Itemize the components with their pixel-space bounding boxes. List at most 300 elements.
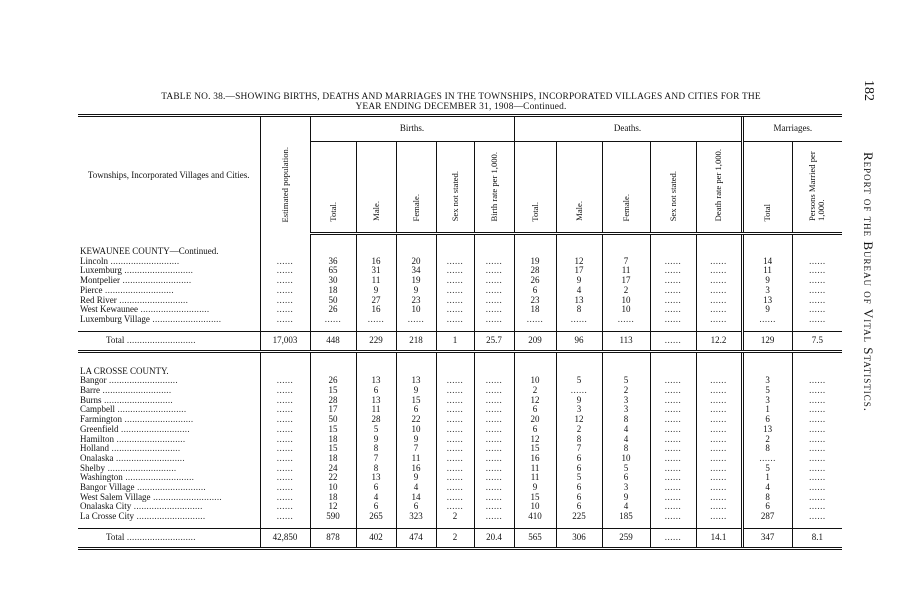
cell-b-total: 26 bbox=[310, 305, 356, 315]
cell-b-total: 26 bbox=[310, 376, 356, 386]
cell-m-rate bbox=[792, 305, 842, 315]
cell-b-ns bbox=[436, 405, 474, 415]
cell-d-ns bbox=[650, 386, 696, 396]
cell-d-ns bbox=[650, 483, 696, 493]
cell-m-total bbox=[742, 454, 792, 464]
cell-b-female: 7 bbox=[396, 444, 436, 454]
vital-statistics-table bbox=[78, 114, 842, 550]
cell-b-total: 22 bbox=[310, 473, 356, 483]
cell-b-rate bbox=[474, 493, 514, 503]
cell-b-rate bbox=[474, 376, 514, 386]
cell-b-total: 17 bbox=[310, 405, 356, 415]
cell-d-total: 18 bbox=[514, 305, 556, 315]
total-d-ns bbox=[650, 331, 696, 351]
cell-d-rate bbox=[696, 454, 742, 464]
cell-d-rate bbox=[696, 493, 742, 503]
cell-pop bbox=[260, 493, 310, 503]
cell-b-female: 23 bbox=[396, 296, 436, 306]
table-row bbox=[78, 493, 842, 503]
table-row bbox=[78, 315, 842, 325]
cell-b-female: 15 bbox=[396, 396, 436, 406]
cell-b-ns bbox=[436, 296, 474, 306]
cell-d-rate bbox=[696, 257, 742, 267]
cell-m-total: 5 bbox=[742, 386, 792, 396]
cell-d-ns bbox=[650, 502, 696, 512]
deaths-group-header: Deaths. bbox=[514, 116, 742, 142]
cell-b-rate bbox=[474, 276, 514, 286]
cell-d-rate bbox=[696, 444, 742, 454]
table-row bbox=[78, 257, 842, 267]
total-m-total: 129 bbox=[742, 331, 792, 351]
deaths-male-header: Male. bbox=[556, 142, 602, 234]
cell-pop bbox=[260, 376, 310, 386]
cell-d-rate bbox=[696, 483, 742, 493]
cell-m-total: 2 bbox=[742, 435, 792, 445]
cell-d-total: 15 bbox=[514, 493, 556, 503]
cell-d-male: 8 bbox=[556, 305, 602, 315]
cell-pop bbox=[260, 276, 310, 286]
place-name: Farmington ..... bbox=[78, 415, 260, 425]
cell-m-rate bbox=[792, 464, 842, 474]
cell-b-male: 13 bbox=[356, 473, 396, 483]
cell-d-rate bbox=[696, 376, 742, 386]
cell-d-female: 10 bbox=[602, 305, 650, 315]
cell-m-total: 6 bbox=[742, 415, 792, 425]
total-d-female: 259 bbox=[602, 528, 650, 548]
cell-b-male: 11 bbox=[356, 276, 396, 286]
cell-d-rate bbox=[696, 473, 742, 483]
total-d-female: 113 bbox=[602, 331, 650, 351]
cell-d-male: 6 bbox=[556, 493, 602, 503]
cell-m-rate bbox=[792, 296, 842, 306]
cell-d-male: 6 bbox=[556, 483, 602, 493]
cell-b-ns bbox=[436, 483, 474, 493]
cell-d-total: 11 bbox=[514, 464, 556, 474]
total-b-female: 218 bbox=[396, 331, 436, 351]
cell-m-total: 6 bbox=[742, 502, 792, 512]
cell-pop bbox=[260, 473, 310, 483]
cell-m-rate bbox=[792, 276, 842, 286]
cell-pop bbox=[260, 483, 310, 493]
cell-b-male: 6 bbox=[356, 483, 396, 493]
cell-b-female: 6 bbox=[396, 405, 436, 415]
cell-b-male bbox=[356, 315, 396, 325]
cell-m-total: 3 bbox=[742, 376, 792, 386]
cell-b-rate bbox=[474, 305, 514, 315]
total-b-total: 878 bbox=[310, 528, 356, 548]
cell-m-rate bbox=[792, 425, 842, 435]
cell-b-female bbox=[396, 315, 436, 325]
cell-d-male: 5 bbox=[556, 473, 602, 483]
cell-b-male: 13 bbox=[356, 396, 396, 406]
cell-d-male: 12 bbox=[556, 415, 602, 425]
cell-m-total: 8 bbox=[742, 444, 792, 454]
cell-d-male: 7 bbox=[556, 444, 602, 454]
cell-b-total: 65 bbox=[310, 266, 356, 276]
cell-b-total: 15 bbox=[310, 425, 356, 435]
cell-d-rate bbox=[696, 512, 742, 522]
cell-m-rate bbox=[792, 376, 842, 386]
place-name: La Crosse City ..... bbox=[78, 512, 260, 522]
cell-m-rate bbox=[792, 512, 842, 522]
cell-d-total: 12 bbox=[514, 435, 556, 445]
cell-m-rate bbox=[792, 493, 842, 503]
births-male-header: Male. bbox=[356, 142, 396, 234]
cell-m-rate bbox=[792, 257, 842, 267]
total-b-ns: 1 bbox=[436, 331, 474, 351]
cell-d-total: 20 bbox=[514, 415, 556, 425]
total-b-total: 448 bbox=[310, 331, 356, 351]
place-name: Greenfield ..... bbox=[78, 425, 260, 435]
cell-pop bbox=[260, 305, 310, 315]
cell-d-female: 7 bbox=[602, 257, 650, 267]
cell-m-total: 14 bbox=[742, 257, 792, 267]
cell-b-total: 50 bbox=[310, 296, 356, 306]
cell-b-rate bbox=[474, 473, 514, 483]
place-name: Luxemburg ..... bbox=[78, 266, 260, 276]
cell-d-female: 8 bbox=[602, 444, 650, 454]
cell-b-female: 20 bbox=[396, 257, 436, 267]
cell-d-female: 5 bbox=[602, 464, 650, 474]
cell-b-total bbox=[310, 315, 356, 325]
cell-d-male: 9 bbox=[556, 396, 602, 406]
place-name: Holland ..... bbox=[78, 444, 260, 454]
cell-d-ns bbox=[650, 257, 696, 267]
cell-d-total: 19 bbox=[514, 257, 556, 267]
cell-d-rate bbox=[696, 502, 742, 512]
cell-b-rate bbox=[474, 386, 514, 396]
cell-d-total: 2 bbox=[514, 386, 556, 396]
cell-d-male: 2 bbox=[556, 425, 602, 435]
cell-b-ns bbox=[436, 435, 474, 445]
cell-d-total: 28 bbox=[514, 266, 556, 276]
cell-m-rate bbox=[792, 435, 842, 445]
total-d-total: 209 bbox=[514, 331, 556, 351]
cell-d-male: 6 bbox=[556, 464, 602, 474]
cell-d-male: 225 bbox=[556, 512, 602, 522]
caption-line-1: TABLE NO. 38.—SHOWING BIRTHS, DEATHS AND MARRIAGES IN THE TOWNSHIPS, INCORPORATED VILLAGES AND CITIES FOR THE bbox=[161, 92, 761, 102]
cell-b-female: 6 bbox=[396, 502, 436, 512]
cell-b-ns: 2 bbox=[436, 512, 474, 522]
cell-d-ns bbox=[650, 315, 696, 325]
table-row bbox=[78, 276, 842, 286]
place-name: Burns ..... bbox=[78, 396, 260, 406]
cell-b-ns bbox=[436, 305, 474, 315]
cell-b-male: 9 bbox=[356, 286, 396, 296]
cell-d-female: 5 bbox=[602, 376, 650, 386]
cell-b-rate bbox=[474, 266, 514, 276]
cell-b-total: 590 bbox=[310, 512, 356, 522]
table-row bbox=[78, 286, 842, 296]
cell-b-male: 27 bbox=[356, 296, 396, 306]
table-caption bbox=[78, 92, 844, 112]
cell-b-ns bbox=[436, 464, 474, 474]
table-row bbox=[78, 473, 842, 483]
place-name: West Kewaunee ..... bbox=[78, 305, 260, 315]
cell-b-ns bbox=[436, 425, 474, 435]
cell-pop bbox=[260, 454, 310, 464]
cell-d-male bbox=[556, 386, 602, 396]
cell-b-rate bbox=[474, 396, 514, 406]
cell-d-female: 185 bbox=[602, 512, 650, 522]
cell-d-male: 3 bbox=[556, 405, 602, 415]
deaths-sex-not-stated-header: Sex not stated. bbox=[650, 142, 696, 234]
death-rate-header: Death rate per 1,000. bbox=[696, 142, 742, 234]
cell-d-female: 4 bbox=[602, 435, 650, 445]
cell-d-female: 9 bbox=[602, 493, 650, 503]
cell-m-rate bbox=[792, 386, 842, 396]
cell-b-rate bbox=[474, 315, 514, 325]
cell-b-male: 6 bbox=[356, 386, 396, 396]
total-b-female: 474 bbox=[396, 528, 436, 548]
cell-d-total: 10 bbox=[514, 376, 556, 386]
cell-m-rate bbox=[792, 286, 842, 296]
cell-m-total: 3 bbox=[742, 286, 792, 296]
population-header-text: Estimated population. bbox=[279, 147, 290, 223]
cell-b-male: 9 bbox=[356, 435, 396, 445]
cell-b-ns bbox=[436, 444, 474, 454]
cell-d-total: 410 bbox=[514, 512, 556, 522]
total-d-male: 96 bbox=[556, 331, 602, 351]
cell-d-rate bbox=[696, 396, 742, 406]
caption-line-2: YEAR ENDING DECEMBER 31, 1908—Continued. bbox=[355, 102, 567, 112]
place-name: Red River ..... bbox=[78, 296, 260, 306]
cell-b-total: 18 bbox=[310, 493, 356, 503]
table-body bbox=[78, 234, 842, 549]
cell-b-ns bbox=[436, 276, 474, 286]
total-row bbox=[78, 528, 842, 548]
cell-d-ns bbox=[650, 473, 696, 483]
cell-d-total: 9 bbox=[514, 483, 556, 493]
total-b-male: 229 bbox=[356, 331, 396, 351]
table-row bbox=[78, 464, 842, 474]
deaths-total-header: Total. bbox=[514, 142, 556, 234]
cell-d-total: 23 bbox=[514, 296, 556, 306]
cell-pop bbox=[260, 464, 310, 474]
table-row bbox=[78, 305, 842, 315]
cell-b-ns bbox=[436, 454, 474, 464]
cell-b-female: 16 bbox=[396, 464, 436, 474]
table-row bbox=[78, 405, 842, 415]
cell-b-male: 28 bbox=[356, 415, 396, 425]
cell-b-rate bbox=[474, 435, 514, 445]
running-title: Report of the Bureau of Vital Statistics. bbox=[861, 152, 876, 412]
cell-m-rate bbox=[792, 483, 842, 493]
cell-b-total: 18 bbox=[310, 435, 356, 445]
cell-b-female: 9 bbox=[396, 473, 436, 483]
cell-d-total: 6 bbox=[514, 286, 556, 296]
cell-d-ns bbox=[650, 396, 696, 406]
table-row bbox=[78, 425, 842, 435]
cell-b-rate bbox=[474, 483, 514, 493]
cell-m-rate bbox=[792, 396, 842, 406]
cell-d-male: 6 bbox=[556, 454, 602, 464]
cell-b-rate bbox=[474, 444, 514, 454]
cell-m-total: 1 bbox=[742, 405, 792, 415]
total-d-ns bbox=[650, 528, 696, 548]
cell-d-female: 11 bbox=[602, 266, 650, 276]
row-label-header: Townships, Incorporated Villages and Cities. bbox=[78, 116, 260, 234]
cell-b-female: 11 bbox=[396, 454, 436, 464]
cell-b-female: 10 bbox=[396, 425, 436, 435]
place-name: Luxemburg Village ..... bbox=[78, 315, 260, 325]
table-row bbox=[78, 512, 842, 522]
cell-b-total: 28 bbox=[310, 396, 356, 406]
cell-d-ns bbox=[650, 405, 696, 415]
cell-d-ns bbox=[650, 512, 696, 522]
persons-married-header: Persons Married per 1,000. bbox=[792, 142, 842, 234]
cell-m-total: 4 bbox=[742, 483, 792, 493]
cell-d-female bbox=[602, 315, 650, 325]
cell-d-male: 13 bbox=[556, 296, 602, 306]
place-name: Montpelier ..... bbox=[78, 276, 260, 286]
cell-d-ns bbox=[650, 276, 696, 286]
cell-pop bbox=[260, 425, 310, 435]
table-row bbox=[78, 444, 842, 454]
side-margin bbox=[852, 80, 876, 560]
cell-b-male: 13 bbox=[356, 376, 396, 386]
total-row bbox=[78, 331, 842, 351]
cell-b-female: 10 bbox=[396, 305, 436, 315]
cell-d-female: 2 bbox=[602, 386, 650, 396]
place-name: Onalaska ..... bbox=[78, 454, 260, 464]
cell-d-rate bbox=[696, 296, 742, 306]
cell-m-total: 13 bbox=[742, 296, 792, 306]
cell-d-rate bbox=[696, 276, 742, 286]
cell-d-ns bbox=[650, 464, 696, 474]
total-m-rate: 8.1 bbox=[792, 528, 842, 548]
cell-b-male: 5 bbox=[356, 425, 396, 435]
total-m-rate: 7.5 bbox=[792, 331, 842, 351]
table-row bbox=[78, 415, 842, 425]
cell-m-total: 8 bbox=[742, 493, 792, 503]
cell-b-total: 50 bbox=[310, 415, 356, 425]
cell-b-male: 6 bbox=[356, 502, 396, 512]
cell-d-ns bbox=[650, 415, 696, 425]
cell-b-rate bbox=[474, 512, 514, 522]
cell-m-total: 3 bbox=[742, 396, 792, 406]
total-pop: 42,850 bbox=[260, 528, 310, 548]
cell-d-total bbox=[514, 315, 556, 325]
births-group-header: Births. bbox=[310, 116, 514, 142]
place-name: Shelby ..... bbox=[78, 464, 260, 474]
cell-d-female: 10 bbox=[602, 296, 650, 306]
cell-d-total: 15 bbox=[514, 444, 556, 454]
cell-d-female: 4 bbox=[602, 425, 650, 435]
cell-b-total: 30 bbox=[310, 276, 356, 286]
table-head bbox=[78, 116, 842, 234]
total-d-male: 306 bbox=[556, 528, 602, 548]
place-name: Lincoln ..... bbox=[78, 257, 260, 267]
cell-b-ns bbox=[436, 493, 474, 503]
cell-b-rate bbox=[474, 454, 514, 464]
table-row bbox=[78, 376, 842, 386]
cell-m-total: 13 bbox=[742, 425, 792, 435]
cell-pop bbox=[260, 257, 310, 267]
cell-pop bbox=[260, 444, 310, 454]
cell-b-rate bbox=[474, 405, 514, 415]
cell-d-ns bbox=[650, 266, 696, 276]
cell-b-female: 22 bbox=[396, 415, 436, 425]
cell-b-male: 8 bbox=[356, 464, 396, 474]
cell-d-male bbox=[556, 315, 602, 325]
cell-m-rate bbox=[792, 405, 842, 415]
cell-d-male: 9 bbox=[556, 276, 602, 286]
cell-d-rate bbox=[696, 435, 742, 445]
cell-m-rate bbox=[792, 266, 842, 276]
total-b-male: 402 bbox=[356, 528, 396, 548]
cell-m-total bbox=[742, 315, 792, 325]
cell-d-ns bbox=[650, 454, 696, 464]
cell-d-ns bbox=[650, 286, 696, 296]
population-header bbox=[260, 116, 310, 234]
place-name: West Salem Village ..... bbox=[78, 493, 260, 503]
cell-b-total: 15 bbox=[310, 444, 356, 454]
cell-b-ns bbox=[436, 257, 474, 267]
cell-b-ns bbox=[436, 266, 474, 276]
cell-d-rate bbox=[696, 386, 742, 396]
county-heading: LA CROSSE COUNTY. bbox=[80, 366, 169, 376]
total-label: Total ..... bbox=[78, 528, 260, 548]
cell-b-female: 9 bbox=[396, 386, 436, 396]
cell-d-female: 4 bbox=[602, 502, 650, 512]
table-row bbox=[78, 266, 842, 276]
cell-d-rate bbox=[696, 405, 742, 415]
births-sex-not-stated-header: Sex not stated. bbox=[436, 142, 474, 234]
cell-b-male: 7 bbox=[356, 454, 396, 464]
cell-b-female: 323 bbox=[396, 512, 436, 522]
cell-d-male: 17 bbox=[556, 266, 602, 276]
marriages-group-header: Marriages. bbox=[742, 116, 842, 142]
cell-d-rate bbox=[696, 305, 742, 315]
cell-b-total: 36 bbox=[310, 257, 356, 267]
table-row bbox=[78, 454, 842, 464]
total-b-rate: 20.4 bbox=[474, 528, 514, 548]
cell-d-male: 6 bbox=[556, 502, 602, 512]
place-name: Campbell ..... bbox=[78, 405, 260, 415]
cell-pop bbox=[260, 315, 310, 325]
cell-d-total: 26 bbox=[514, 276, 556, 286]
cell-m-total: 1 bbox=[742, 473, 792, 483]
cell-d-ns bbox=[650, 435, 696, 445]
cell-d-ns bbox=[650, 376, 696, 386]
cell-b-total: 24 bbox=[310, 464, 356, 474]
cell-d-ns bbox=[650, 425, 696, 435]
cell-b-rate bbox=[474, 257, 514, 267]
cell-b-male: 4 bbox=[356, 493, 396, 503]
place-name: Onalaska City ..... bbox=[78, 502, 260, 512]
cell-b-ns bbox=[436, 376, 474, 386]
cell-b-male: 16 bbox=[356, 305, 396, 315]
cell-d-total: 12 bbox=[514, 396, 556, 406]
cell-d-female: 17 bbox=[602, 276, 650, 286]
cell-m-total: 9 bbox=[742, 305, 792, 315]
cell-b-rate bbox=[474, 286, 514, 296]
cell-m-rate bbox=[792, 454, 842, 464]
cell-b-male: 11 bbox=[356, 405, 396, 415]
cell-pop bbox=[260, 296, 310, 306]
cell-m-rate bbox=[792, 444, 842, 454]
cell-b-male: 31 bbox=[356, 266, 396, 276]
births-total-header: Total. bbox=[310, 142, 356, 234]
cell-d-total: 6 bbox=[514, 405, 556, 415]
cell-b-female: 9 bbox=[396, 286, 436, 296]
cell-pop bbox=[260, 502, 310, 512]
cell-d-total: 11 bbox=[514, 473, 556, 483]
cell-m-rate bbox=[792, 415, 842, 425]
cell-b-ns bbox=[436, 473, 474, 483]
total-d-total: 565 bbox=[514, 528, 556, 548]
